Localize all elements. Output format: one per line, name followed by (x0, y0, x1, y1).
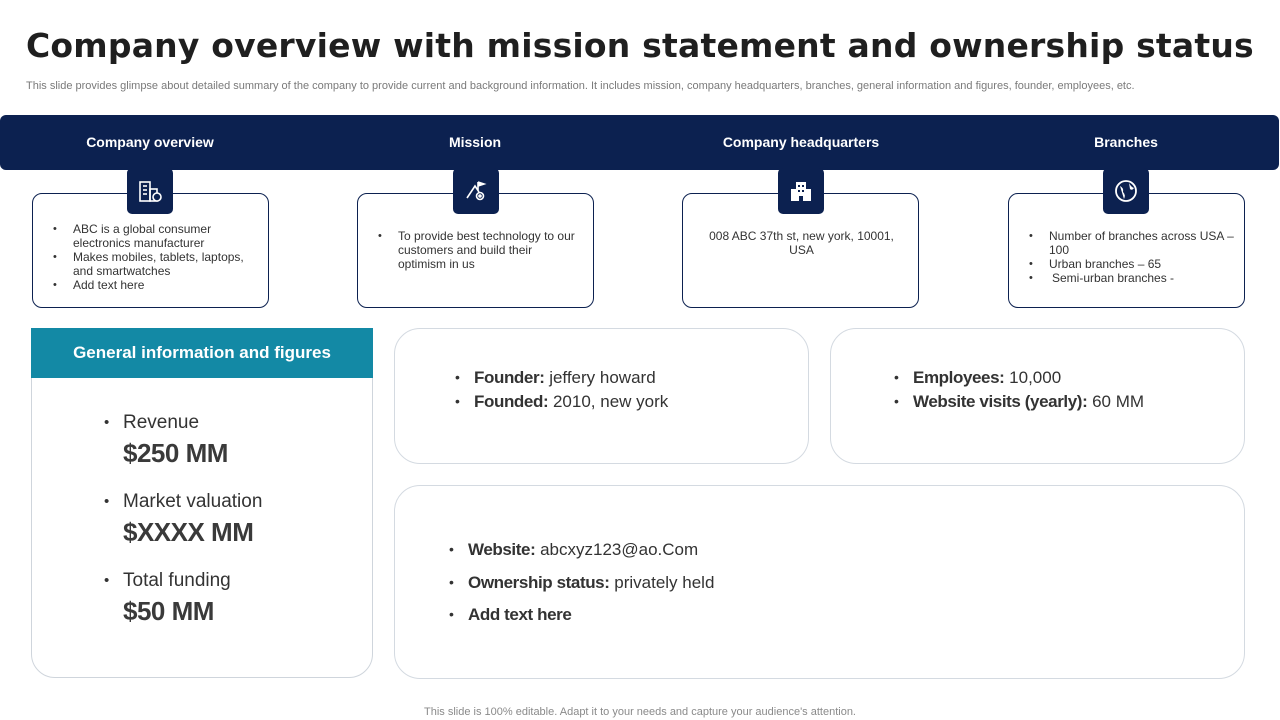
list-item: • Semi-urban branches - (1029, 271, 1234, 285)
page-subtitle: This slide provides glimpse about detailed summary of the company to provide current and background information. It includes mission, company headquarters, branches, general information and figures, founder, employees, etc. (26, 80, 1135, 92)
office-building-icon (778, 168, 824, 214)
revenue-item (104, 412, 344, 469)
ownership-status-label: Ownership status: (468, 573, 610, 592)
website-label: Website: (468, 540, 536, 559)
footer-note: This slide is 100% editable. Adapt it to your needs and capture your audience's attention. (424, 706, 856, 718)
heading-company-headquarters: Company headquarters (722, 134, 880, 150)
website-visits-value: 60 MM (1092, 392, 1145, 411)
heading-branches: Branches (1094, 134, 1158, 150)
total-funding-label: • Total funding (104, 570, 344, 592)
page-title: Company overview with mission statement and ownership status (26, 26, 1254, 65)
list-item (449, 573, 714, 593)
founded-value: 2010, new york (552, 392, 669, 411)
founder-value: jeffery howard (549, 368, 656, 387)
section-header-bar (0, 115, 1279, 170)
globe-icon (1103, 168, 1149, 214)
founder-label: Founder: (474, 368, 545, 387)
founder-list (455, 368, 668, 412)
list-item: • Urban branches – 65 (1029, 257, 1234, 271)
list-item (449, 605, 714, 625)
employees-list (894, 368, 1144, 412)
general-info-heading: General information and figures (31, 328, 373, 378)
list-item: • Makes mobiles, tablets, laptops, and smartwatches (53, 250, 253, 278)
list-item (449, 540, 714, 560)
list-item: • To provide best technology to our customers and build their optimism in us (378, 229, 578, 271)
founded-label: Founded: (474, 392, 549, 411)
add-text-label: Add text here (468, 605, 572, 624)
total-funding-item (104, 570, 344, 627)
ownership-list (449, 540, 714, 625)
heading-mission: Mission (448, 134, 502, 150)
flag-target-icon (453, 168, 499, 214)
list-item (894, 368, 1144, 388)
list-item: • ABC is a global consumer electronics manufacturer (53, 222, 253, 250)
website-value: abcxyz123@ao.Com (540, 540, 699, 559)
list-item (455, 392, 668, 412)
revenue-value: $250 MM (123, 438, 228, 468)
employees-value: 10,000 (1009, 368, 1062, 387)
building-icon (127, 168, 173, 214)
website-visits-label: Website visits (yearly): (913, 392, 1088, 411)
list-item: • Add text here (53, 278, 253, 292)
total-funding-value: $50 MM (123, 596, 214, 626)
market-valuation-label: • Market valuation (104, 491, 344, 513)
ownership-status-value: privately held (614, 573, 715, 592)
list-item: • Number of branches across USA – 100 (1029, 229, 1234, 257)
revenue-label: • Revenue (104, 412, 344, 434)
market-valuation-value: $XXXX MM (123, 517, 254, 547)
employees-label: Employees: (913, 368, 1005, 387)
market-valuation-item (104, 491, 344, 548)
headquarters-address: 008 ABC 37th st, new york, 10001, USA (709, 229, 894, 257)
list-item (455, 368, 668, 388)
list-item (894, 392, 1144, 412)
heading-company-overview: Company overview (86, 134, 214, 150)
